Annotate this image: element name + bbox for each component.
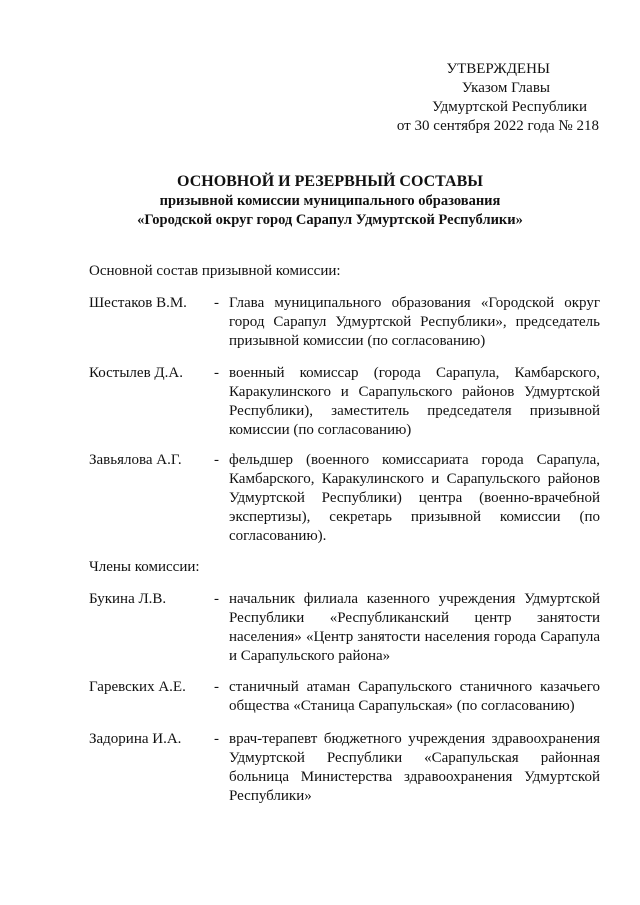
member-dash: -: [214, 679, 219, 695]
member-dash: -: [214, 365, 219, 381]
approval-heading: УТВЕРЖДЕНЫ: [446, 61, 550, 77]
member-name: Шестаков В.М.: [89, 295, 187, 311]
member-name: Гаревских А.Е.: [89, 679, 186, 695]
member-dash: -: [214, 295, 219, 311]
member-description: военный комиссар (города Сарапула, Камбарского, Каракулинского и Сарапульского районов Удмуртской Республики), заместитель председателя призывной комиссии (по согласованию): [229, 365, 600, 438]
member-description: врач-терапевт бюджетного учреждения здравоохранения Удмуртской Республики «Сарапульская районная больница Министерства здравоохранения Удмуртской Республики»: [229, 731, 600, 804]
approval-line-3: Удмуртской Республики: [432, 99, 587, 115]
approval-line-2: Указом Главы: [461, 80, 550, 96]
document-title: ОСНОВНОЙ И РЕЗЕРВНЫЙ СОСТАВЫ: [177, 173, 483, 190]
member-name: Задорина И.А.: [89, 731, 182, 747]
member-description: фельдшер (военного комиссариата города Сарапула, Камбарского, Каракулинского и Сарапульского районов Удмуртской Республики) центра (военно-врачебной экспертизы), секретарь призывной комиссии (по согласованию).: [229, 452, 600, 544]
member-description: Глава муниципального образования «Городской округ город Сарапул Удмуртской Республики», председатель призывной комиссии (по согласованию): [229, 295, 600, 349]
document-title-block: [60, 172, 600, 230]
member-name: Завьялова А.Г.: [89, 452, 182, 468]
members-section-heading: Члены комиссии:: [89, 559, 200, 575]
member-name: Букина Л.В.: [89, 591, 167, 607]
member-name: Костылев Д.А.: [89, 365, 183, 381]
member-description: начальник филиала казенного учреждения Удмуртской Республики «Республиканский центр занятости населения» «Центр занятости населения города Сарапула и Сарапульского района»: [229, 591, 600, 664]
main-section-heading: Основной состав призывной комиссии:: [89, 263, 341, 279]
approval-stamp: [397, 60, 599, 136]
member-dash: -: [214, 731, 219, 747]
member-description: станичный атаман Сарапульского станичного казачьего общества «Станица Сарапульская» (по согласованию): [229, 679, 600, 714]
document-subtitle-2: «Городской округ город Сарапул Удмуртской Республики»: [137, 212, 523, 228]
member-dash: -: [214, 591, 219, 607]
member-dash: -: [214, 452, 219, 468]
document-subtitle-1: призывной комиссии муниципального образования: [159, 193, 501, 209]
approval-line-4: от 30 сентября 2022 года № 218: [396, 118, 599, 134]
